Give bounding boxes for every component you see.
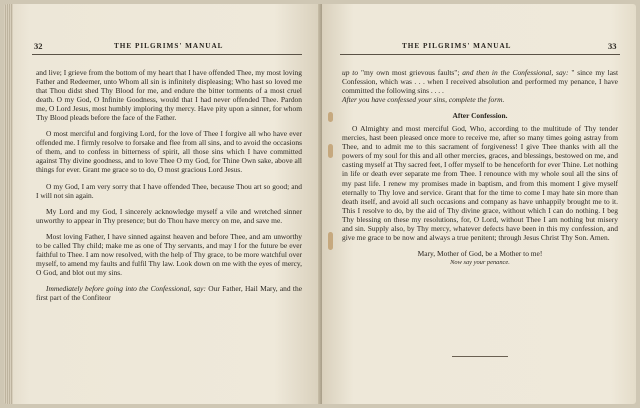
paragraph: O my God, I am very sorry that I have offended Thee, because Thou art so good; and I will not sin again. [36,181,302,200]
running-head: THE PILGRIMS' MANUAL [114,42,224,50]
marian-invocation: Mary, Mother of God, be a Mother to me! [417,248,543,258]
page-edges [4,4,13,404]
form-text: "my own most grievous faults"; [360,68,460,77]
form-text: " since my last Confession, which was . . . when I received absolution and performed my penance, I have committed the following sins . . . . [342,68,619,96]
left-page [4,4,322,404]
right-page-body [342,68,618,267]
paragraph: O most merciful and forgiving Lord, for the love of Thee I forgive all who have ever offended me. I firmly resolve to forsake and flee from all sins, and to avoid the occasions of them, and to confess in bitterness of spirit, all those sins which I have committed against Thy divine goodness, and to love Thee O my God, for Thine Own sake, above all things for ever. Grant me grace so to do, O most gracious Lord Jesus. [36,129,302,175]
penance-rubric: Now say your penance. [450,258,510,266]
form-italic: up to [342,68,359,77]
binding-stain [328,112,333,122]
open-book [4,4,636,404]
rubric-text: Our Father, Hail Mary, and the first part of the Confiteor [36,283,302,302]
binding-stain [328,232,333,250]
confession-form [342,68,618,95]
page-number: 33 [608,41,617,51]
binding-stain [328,144,333,158]
form-italic: and then in the Confessional, say: [462,68,569,77]
paragraph: My Lord and my God, I sincerely acknowledge myself a vile and wretched sinner unworthy to appear in Thy presence; but do Thou have mercy on me, and save me. [36,206,302,225]
closing-rubric [36,284,302,302]
section-heading: After Confession. [452,111,508,121]
prayer-paragraph: O Almighty and most merciful God, Who, according to the multitude of Thy tender mercies, hast been pleased once more to receive me, after so many times going astray from Thee, and to admit me to this sacrament of forgiveness! I give Thee thanks with all the powers of my soul for this and all other mercies, graces, and blessings, bestowed on me, and casting myself at Thy sacred feet, I offer myself to be henceforth for ever Thine. Let nothing in life or death ever separate me from Thee. I renounce with my whole soul all the sins of my past life. I renew my promises made in baptism, and from this moment I give myself eternally to Thy love and service. Grant that for the time to come I may hate sin more than death itself, and avoid all such occasions and company as have unhappily brought me to it. This I resolve to do, by the aid of Thy divine grace, without which I can do nothing. I beg Thy blessing on these my resolutions, for, O Lord, without Thee I am nothing but misery and sin. Supply also, by Thy mercy, whatever defects have been in this my confession, and give me grace to be now and always a true penitent; through Jesus Christ Thy Son. Amen. [342,124,618,242]
left-page-body [36,68,302,302]
form-instruction: After you have confessed your sins, complete the form. [342,95,505,105]
rubric-italic: Immediately before going into the Confessional, say: [46,283,206,293]
right-page [322,4,636,404]
end-rule [452,356,508,357]
header-rule [32,54,302,55]
paragraph: Most loving Father, I have sinned against heaven and before Thee, and am unworthy to be called Thy child; make me as one of Thy servants, and may I for the future be ever faithful to Thee. I am now resolved, with the help of Thy grace, to be more watchful over myself, to amend my faults and fulfil Thy law. Look down on me with the eyes of mercy, O God, and blot out my sins. [36,231,302,277]
running-head: THE PILGRIMS' MANUAL [402,42,512,50]
paragraph: and live; I grieve from the bottom of my heart that I have offended Thee, my most loving Father and Redeemer, unto Whom all sin is infinitely displeasing; Who hast so loved me that Thou didst shed Thy Blood for me, and endure the bitter torments of a most cruel death. O my God, O Infinite Goodness, would that I had never offended Thee. Pardon me, O Lord Jesus, most humbly imploring thy mercy. Have pity upon a sinner, for whom Thy Blood pleads before the face of the Father. [36,68,302,123]
header-rule [340,54,620,55]
page-number: 32 [34,41,43,51]
